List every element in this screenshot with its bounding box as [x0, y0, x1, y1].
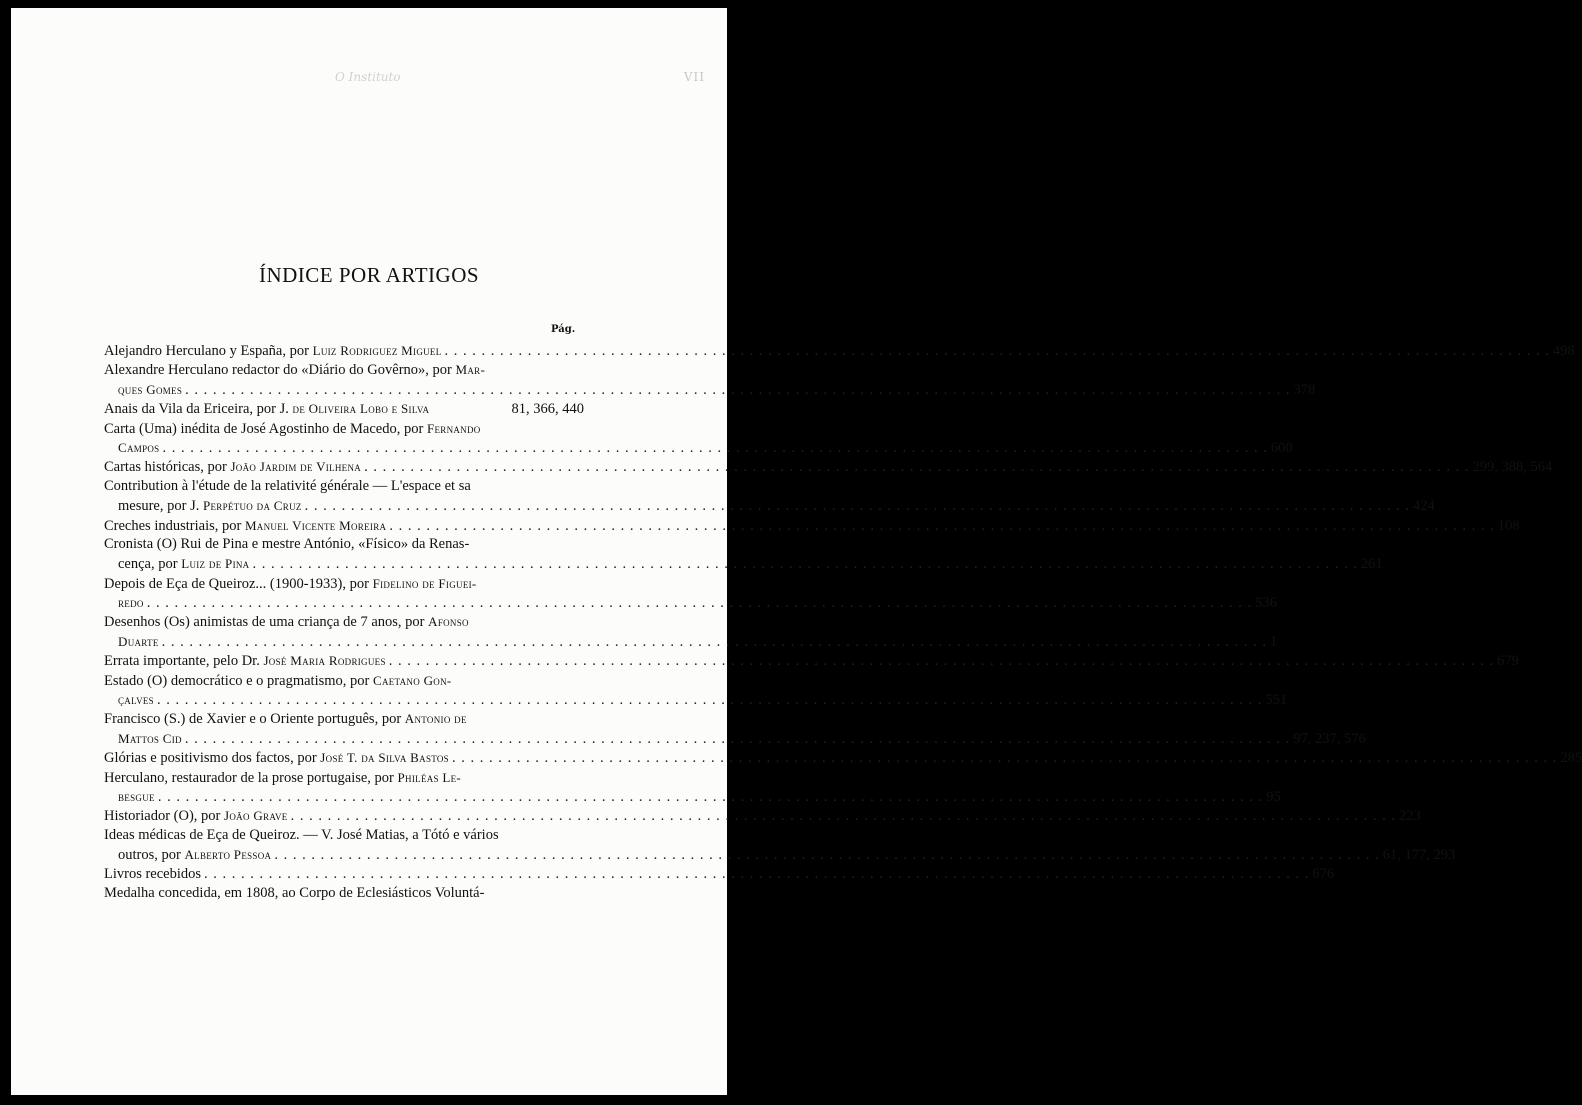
- entry-title: Historiador (O), por: [104, 808, 225, 825]
- entry-text: [104, 826, 499, 845]
- entry-page-numbers: 261: [1360, 556, 1383, 573]
- entry-title: cença, por: [118, 556, 182, 573]
- leader-dots: . . . . . . . . . . . . . . . . . . . . . . . . . . . . . . . . . . . . . . . . . . . . . . . . . . . . . . . . . . . . . . . . . . . . . . . . . . . . . . . . . . . . . . . . . . . . . . . . . . . . . . . . . . . . . . . . . . . . . . . .: [184, 730, 1291, 747]
- leader-dots: . . . . . . . . . . . . . . . . . . . . . . . . . . . . . . . . . . . . . . . . . . . . . . . . . . . . . . . . . . . . . . . . . . . . . . . . . . . . . . . . . . . . . . . . . . . . . . . . . . . . . . . . . . . . . . . . . . . . . . . .: [274, 847, 1380, 864]
- index-entry: [104, 477, 1435, 516]
- entry-page-numbers: 676: [1312, 865, 1335, 882]
- entry-text: [104, 360, 485, 380]
- index-entry-line: [104, 535, 584, 554]
- entry-author: Philéas Le-: [397, 769, 462, 785]
- index-entry-line: [104, 419, 584, 438]
- entry-page-numbers: 1: [1270, 633, 1278, 650]
- entry-page-numbers: 498: [1552, 343, 1575, 359]
- entry-text: [104, 865, 201, 884]
- index-entry-line: [104, 380, 1316, 399]
- entry-author: besgue: [118, 788, 155, 804]
- entry-author: Duarte: [118, 633, 159, 649]
- entry-title: Herculano, restaurador de la prose portugaise, por: [104, 769, 398, 786]
- entry-text: [104, 651, 386, 671]
- leader-dots: . . . . . . . . . . . . . . . . . . . . . . . . . . . . . . . . . . . . . . . . . . . . . . . . . . . . . . . . . . . . . . . . . . . . . . . . . . . . . . . . . . . . . . . . . . . . . . . . . . . . . . . . . . . . . . . . . . . . . . . .: [290, 808, 1396, 825]
- entry-text: [118, 554, 249, 574]
- index-entry-line: [104, 477, 584, 496]
- index-entry-line: [104, 671, 584, 690]
- entry-page-numbers: 299, 388, 564: [1472, 459, 1553, 476]
- entry-title: Medalha concedida, em 1808, ao Corpo de Eclesiásticos Voluntá-: [104, 884, 485, 901]
- entry-text: [118, 787, 155, 807]
- entry-page-numbers: 97, 237, 576: [1293, 730, 1366, 747]
- entry-author: João Grave: [224, 808, 288, 824]
- index-entry-line: [104, 884, 584, 903]
- entry-page-numbers: 424: [1413, 498, 1435, 515]
- entry-page-numbers: 61, 177, 293: [1382, 847, 1456, 864]
- index-entry-line: [104, 399, 584, 418]
- entry-author: Antonio de: [404, 711, 467, 727]
- entry-author: Mattos Cid: [118, 730, 182, 746]
- leader-dots: . . . . . . . . . . . . . . . . . . . . . . . . . . . . . . . . . . . . . . . . . . . . . . . . . . . . . . . . . . . . . . . . . . . . . . . . . . . . . . . . . . . . . . . . . . . . . . . . . . . . . . . . . . . . . . . . . . . . . . . .: [185, 381, 1291, 398]
- entry-author: José Maria Rodrigues: [263, 653, 386, 669]
- index-entry: [104, 457, 1553, 476]
- entry-text: [104, 535, 469, 554]
- entry-author: redo: [118, 595, 144, 611]
- entry-text: [104, 671, 452, 691]
- leader-dots: . . . . . . . . . . . . . . . . . . . . . . . . . . . . . . . . . . . . . . . . . . . . . . . . . . . . . . . . . . . . . . . . . . . . . . . . . . . . . . . . . . . . . . . . . . . . . . . . . . . . . . . . . . . . . . . . . . . . . . . .: [452, 750, 1558, 767]
- index-entry: [104, 341, 1575, 360]
- entry-title: Creches industriais, por: [104, 517, 245, 534]
- index-entry-line: [104, 806, 1421, 825]
- index-entry: [104, 806, 1421, 825]
- entry-text: [104, 768, 461, 788]
- entry-title: Anais da Vila da Ericeira, por J.: [104, 401, 293, 418]
- index-entry-line: [104, 748, 1582, 767]
- entry-author: José T. da Silva Bastos: [320, 750, 449, 766]
- entry-page-numbers: 108: [1497, 517, 1520, 534]
- index-entry: [104, 419, 1293, 458]
- entry-page-numbers: 551: [1265, 692, 1288, 709]
- entry-author: ques Gomes: [118, 381, 183, 397]
- entry-page-numbers: 600: [1270, 439, 1293, 456]
- entry-author: Manuel Vicente Moreira: [244, 517, 387, 533]
- leader-dots: . . . . . . . . . . . . . . . . . . . . . . . . . . . . . . . . . . . . . . . . . . . . . . . . . . . . . . . . . . . . . . . . . . . . . . . . . . . . . . . . . . . . . . . . . . . . . . . . . . . . . . . . . . . . . . . . . . . . . . . .: [156, 692, 1263, 709]
- entry-title: Livros recebidos: [104, 865, 202, 882]
- entry-title: outros, por: [118, 847, 185, 864]
- entry-page-numbers: 536: [1255, 595, 1277, 612]
- leader-dots: . . . . . . . . . . . . . . . . . . . . . . . . . . . . . . . . . . . . . . . . . . . . . . . . . . . . . . . . . . . . . . . . . . . . . . . . . . . . . . . . . . . . . . . . . . . . . . . . . . . . . . . . . . . . . . . . . . . . . . . .: [252, 556, 1358, 573]
- entry-author: Luiz Rodriguez Miguel: [312, 343, 442, 358]
- entry-text: [118, 496, 302, 516]
- entry-author: Perpétuo da Cruz: [202, 498, 302, 514]
- index-entry: [104, 516, 1520, 535]
- index-entry-line: [104, 729, 1366, 748]
- index-entry: [104, 612, 1278, 651]
- entry-text: [104, 457, 361, 477]
- index-entry-line: [104, 651, 1519, 670]
- index-entry-line: [104, 768, 584, 787]
- entry-text: [104, 341, 442, 361]
- entry-title: mesure, por J.: [118, 498, 203, 515]
- document-page: [11, 8, 1582, 1095]
- index-entry: [104, 865, 1335, 884]
- page-column-header: Pág.: [551, 324, 576, 335]
- index-entry-line: [104, 438, 1293, 457]
- index-entry: [104, 748, 1582, 767]
- entry-author: Caetano Gon-: [372, 672, 452, 688]
- entry-text: [104, 399, 429, 419]
- entry-author: çalves: [118, 692, 154, 708]
- entry-text: [104, 884, 484, 903]
- entry-text: [118, 729, 182, 749]
- entry-text: [118, 593, 144, 613]
- index-entry: [104, 651, 1519, 670]
- index-entry: [104, 671, 1288, 710]
- index-entry-line: [104, 845, 1456, 864]
- entry-title: Contribution à l'étude de la relativité générale — L'espace et sa: [104, 477, 471, 494]
- entry-text: [104, 477, 471, 496]
- entry-author: Luiz de Pina: [181, 556, 250, 572]
- leader-dots: . . . . . . . . . . . . . . . . . . . . . . . . . . . . . . . . . . . . . . . . . . . . . . . . . . . . . . . . . . . . . . . . . . . . . . . . . . . . . . . . . . . . . . . . . . . . . . . . . . . . . . . . . . . . . . . . . . . . . . . .: [161, 633, 1268, 650]
- index-entry-line: [104, 826, 584, 845]
- leader-dots: . . . . . . . . . . . . . . . . . . . . . . . . . . . . . . . . . . . . . . . . . . . . . . . . . . . . . . . . . . . . . . . . . . . . . . . . . . . . . . . . . . . . . . . . . . . . . . . . . . . . . . . . . . . . . . . . . . . . . . . .: [204, 865, 1310, 882]
- entry-author: Mar-: [455, 362, 486, 378]
- index-entry-line: [104, 554, 1383, 573]
- leader-dots: . . . . . . . . . . . . . . . . . . . . . . . . . . . . . . . . . . . . . . . . . . . . . . . . . . . . . . . . . . . . . . . . . . . . . . . . . . . . . . . . . . . . . . . . . . . . . . . . . . . . . . . . . . . . . . . . . . . . . . . .: [388, 653, 1495, 670]
- entry-text: [104, 419, 481, 439]
- entry-page-numbers: 285: [1560, 750, 1582, 767]
- leader-dots: . . . . . . . . . . . . . . . . . . . . . . . . . . . . . . . . . . . . . . . . . . . . . . . . . . . . . . . . . . . . . . . . . . . . . . . . . . . . . . . . . . . . . . . . . . . . . . . . . . . . . . . . . . . . . . . . . . . . . . . .: [162, 439, 1268, 456]
- index-entry: [104, 826, 1456, 865]
- entry-author: Campos: [118, 439, 160, 455]
- index-entry: [104, 399, 584, 418]
- entry-title: Estado (O) democrático e o pragmatismo, por: [104, 672, 373, 689]
- entry-page-numbers: 679: [1497, 653, 1519, 670]
- entry-title: Carta (Uma) inédita de José Agostinho de Macedo, por: [104, 420, 427, 437]
- leader-dots: . . . . . . . . . . . . . . . . . . . . . . . . . . . . . . . . . . . . . . . . . . . . . . . . . . . . . . . . . . . . . . . . . . . . . . . . . . . . . . . . . . . . . . . . . . . . . . . . . . . . . . . . . . . . . . . . . . . . . . . .: [304, 498, 1411, 515]
- entry-title: Ideas médicas de Eça de Queiroz. — V. José Matias, a Tótó e vários: [104, 826, 499, 843]
- entry-author: de Oliveira Lobo e Silva: [292, 401, 430, 417]
- entry-text: [104, 612, 469, 632]
- entry-title: Francisco (S.) de Xavier e o Oriente português, por: [104, 711, 405, 728]
- index-entry: [104, 768, 1281, 807]
- entry-title: Alejandro Herculano y España, por: [104, 343, 313, 359]
- entry-author: Fidelino de Figuei-: [372, 575, 477, 591]
- index-entry: [104, 574, 1277, 613]
- index-list: [104, 341, 1582, 903]
- page-title: ÍNDICE POR ARTIGOS: [258, 263, 480, 287]
- entry-author: Afonso: [428, 614, 469, 630]
- index-entry: [104, 884, 584, 903]
- index-entry: [104, 709, 1366, 748]
- index-entry-line: [104, 516, 1520, 535]
- bleed-through-running-head: O Instituto: [335, 70, 401, 84]
- entry-author: Fernando: [426, 420, 481, 436]
- index-entry-line: [104, 690, 1288, 709]
- entry-text: [104, 806, 288, 826]
- entry-text: [104, 748, 449, 768]
- entry-title: Depois de Eça de Queiroz... (1900-1933), por: [104, 575, 373, 592]
- entry-text: [104, 709, 467, 729]
- index-entry-line: [104, 632, 1278, 651]
- entry-author: João Jardim de Vilhena: [230, 459, 362, 475]
- index-entry-line: [104, 612, 584, 631]
- entry-text: [104, 516, 386, 536]
- index-entry-line: [104, 787, 1281, 806]
- entry-title: Errata importante, pelo Dr.: [104, 653, 264, 670]
- index-entry-line: [104, 593, 1277, 612]
- entry-page-numbers: 223: [1398, 808, 1421, 825]
- leader-dots: . . . . . . . . . . . . . . . . . . . . . . . . . . . . . . . . . . . . . . . . . . . . . . . . . . . . . . . . . . . . . . . . . . . . . . . . . . . . . . . . . . . . . . . . . . . . . . . . . . . . . . . . . . . . . . . . . . . . . . . .: [444, 343, 1550, 359]
- entry-page-numbers: 378: [1293, 381, 1316, 398]
- index-entry: [104, 360, 1316, 399]
- index-entry-line: [104, 341, 1575, 360]
- leader-dots: . . . . . . . . . . . . . . . . . . . . . . . . . . . . . . . . . . . . . . . . . . . . . . . . . . . . . . . . . . . . . . . . . . . . . . . . . . . . . . . . . . . . . . . . . . . . . . . . . . . . . . . . . . . . . . . . . . . . . . . .: [146, 595, 1253, 612]
- entry-text: [118, 690, 154, 710]
- leader-dots: . . . . . . . . . . . . . . . . . . . . . . . . . . . . . . . . . . . . . . . . . . . . . . . . . . . . . . . . . . . . . . . . . . . . . . . . . . . . . . . . . . . . . . . . . . . . . . . . . . . . . . . . . . . . . . . . . . . . . . . .: [389, 517, 1495, 534]
- bleed-through-page-number: VII: [683, 70, 705, 84]
- entry-author: Alberto Pessoa: [184, 847, 272, 863]
- index-entry-line: [104, 457, 1553, 476]
- entry-text: [118, 438, 159, 458]
- entry-page-numbers: 95: [1266, 788, 1281, 805]
- index-entry: [104, 535, 1383, 574]
- entry-text: [104, 574, 477, 594]
- leader-dots: . . . . . . . . . . . . . . . . . . . . . . . . . . . . . . . . . . . . . . . . . . . . . . . . . . . . . . . . . . . . . . . . . . . . . . . . . . . . . . . . . . . . . . . . . . . . . . . . . . . . . . . . . . . . . . . . . . . . . . . .: [157, 788, 1264, 805]
- entry-title: Alexandre Herculano redactor do «Diário do Govêrno», por: [104, 362, 456, 379]
- index-entry-line: [104, 709, 584, 728]
- entry-text: [118, 380, 182, 400]
- entry-text: [118, 632, 159, 652]
- leader-dots: . . . . . . . . . . . . . . . . . . . . . . . . . . . . . . . . . . . . . . . . . . . . . . . . . . . . . . . . . . . . . . . . . . . . . . . . . . . . . . . . . . . . . . . . . . . . . . . . . . . . . . . . . . . . . . . . . . . . . . . .: [364, 459, 1470, 476]
- index-entry-line: [104, 360, 584, 379]
- entry-page-numbers: 81, 366, 440: [511, 401, 584, 418]
- entry-text: [118, 845, 271, 865]
- entry-title: Desenhos (Os) animistas de uma criança de 7 anos, por: [104, 614, 429, 631]
- entry-title: Cronista (O) Rui de Pina e mestre António, «Físico» da Renas-: [104, 535, 470, 552]
- index-entry-line: [104, 496, 1435, 515]
- index-entry-line: [104, 865, 1335, 884]
- entry-title: Cartas históricas, por: [104, 459, 231, 476]
- entry-title: Glórias e positivismo dos factos, por: [104, 750, 321, 767]
- index-entry-line: [104, 574, 584, 593]
